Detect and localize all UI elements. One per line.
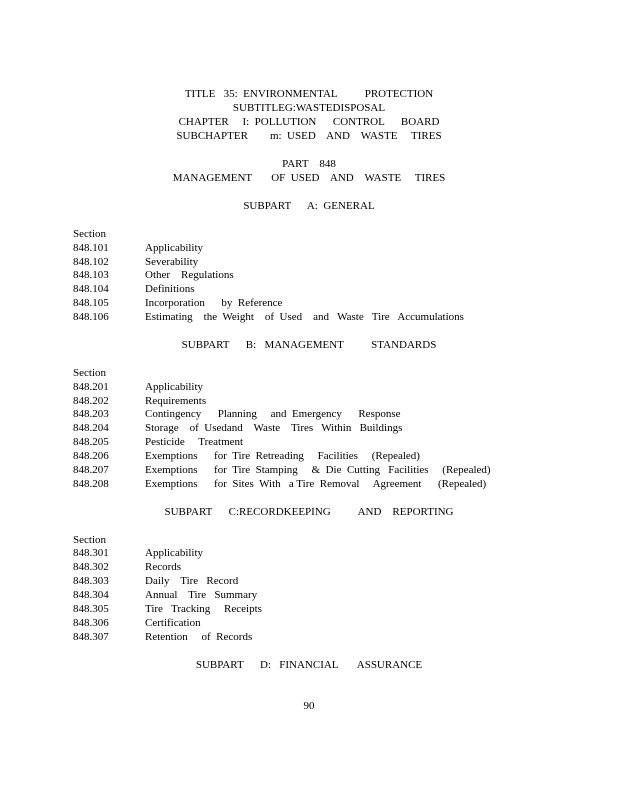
toc-row bbox=[0, 616, 618, 630]
section-number: 848.204 bbox=[73, 422, 109, 434]
toc-row bbox=[0, 296, 618, 310]
section-number: 848.306 bbox=[73, 617, 109, 629]
section-number: 848.205 bbox=[73, 436, 109, 448]
section-title: Incorporation by Reference bbox=[145, 297, 283, 309]
section-title: Pesticide Treatment bbox=[145, 436, 244, 448]
section-title: Exemptions for Tire Stamping & Die Cutting Facilities (Repealed) bbox=[145, 464, 491, 476]
section-title: Contingency Planning and Emergency Response bbox=[145, 408, 401, 420]
section-title: Annual Tire Summary bbox=[145, 589, 258, 601]
toc-row bbox=[0, 602, 618, 616]
subtitle-line: SUBTITLEG:WASTEDISPOSAL bbox=[232, 102, 386, 114]
subpart-a-heading: SUBPART A: GENERAL bbox=[243, 200, 375, 212]
section-number: 848.302 bbox=[73, 561, 109, 573]
section-title: Exemptions for Sites With a Tire Removal Agreement (Repealed) bbox=[145, 478, 487, 490]
toc-row bbox=[0, 310, 618, 324]
section-title: Applicability bbox=[145, 242, 204, 254]
section-number: 848.208 bbox=[73, 478, 109, 490]
section-title: Exemptions for Tire Retreading Facilities (Repealed) bbox=[145, 450, 420, 462]
toc-row bbox=[0, 588, 618, 602]
toc-row bbox=[0, 407, 618, 421]
section-title: Certification bbox=[145, 617, 201, 629]
section-title: Estimating the Weight of Used and Waste Tire Accumulations bbox=[145, 311, 464, 323]
section-number: 848.303 bbox=[73, 575, 109, 587]
toc-row bbox=[0, 241, 618, 255]
section-number: 848.206 bbox=[73, 450, 109, 462]
toc-row bbox=[0, 546, 618, 560]
section-number: 848.104 bbox=[73, 283, 109, 295]
section-title: Applicability bbox=[145, 547, 204, 559]
section-number: 848.106 bbox=[73, 311, 109, 323]
toc-row bbox=[0, 435, 618, 449]
part-line: PART 848 bbox=[282, 158, 336, 170]
toc-row bbox=[0, 268, 618, 282]
subpart-c-heading: SUBPART C:RECORDKEEPING AND REPORTING bbox=[164, 506, 454, 518]
section-title: Retention of Records bbox=[145, 631, 253, 643]
title-line: TITLE 35: ENVIRONMENTAL PROTECTION bbox=[184, 88, 434, 100]
toc-row bbox=[0, 574, 618, 588]
section-number: 848.101 bbox=[73, 242, 109, 254]
subpart-b-heading: SUBPART B: MANAGEMENT STANDARDS bbox=[181, 339, 437, 351]
section-number: 848.207 bbox=[73, 464, 109, 476]
section-title: Tire Tracking Receipts bbox=[145, 603, 262, 615]
toc-row bbox=[0, 421, 618, 435]
section-title: Definitions bbox=[145, 283, 195, 295]
section-title: Applicability bbox=[145, 381, 204, 393]
section-title: Other Regulations bbox=[145, 269, 234, 281]
section-number: 848.201 bbox=[73, 381, 109, 393]
toc-row bbox=[0, 463, 618, 477]
section-number: 848.102 bbox=[73, 256, 109, 268]
toc-row bbox=[0, 560, 618, 574]
section-number: 848.105 bbox=[73, 297, 109, 309]
subpart-d-heading: SUBPART D: FINANCIAL ASSURANCE bbox=[195, 659, 423, 671]
toc-row bbox=[0, 380, 618, 394]
subchapter-line: SUBCHAPTER m: USED AND WASTE TIRES bbox=[176, 130, 442, 142]
section-label: Section bbox=[73, 534, 106, 546]
section-title: Storage of Usedand Waste Tires Within Buildings bbox=[145, 422, 403, 434]
section-number: 848.202 bbox=[73, 395, 109, 407]
part-title-line: MANAGEMENT OF USED AND WASTE TIRES bbox=[172, 172, 446, 184]
toc-row bbox=[0, 449, 618, 463]
toc-row bbox=[0, 282, 618, 296]
section-number: 848.304 bbox=[73, 589, 109, 601]
section-label: Section bbox=[73, 228, 106, 240]
section-title: Requirements bbox=[145, 395, 207, 407]
section-number: 848.307 bbox=[73, 631, 109, 643]
toc-row bbox=[0, 630, 618, 644]
section-number: 848.203 bbox=[73, 408, 109, 420]
section-number: 848.301 bbox=[73, 547, 109, 559]
toc-row bbox=[0, 255, 618, 269]
section-title: Records bbox=[145, 561, 182, 573]
section-number: 848.103 bbox=[73, 269, 109, 281]
section-title: Daily Tire Record bbox=[145, 575, 239, 587]
section-number: 848.305 bbox=[73, 603, 109, 615]
section-label: Section bbox=[73, 367, 106, 379]
section-title: Severability bbox=[145, 256, 199, 268]
page-number: 90 bbox=[303, 700, 315, 712]
chapter-line: CHAPTER I: POLLUTION CONTROL BOARD bbox=[178, 116, 440, 128]
toc-row bbox=[0, 477, 618, 491]
toc-row bbox=[0, 394, 618, 408]
